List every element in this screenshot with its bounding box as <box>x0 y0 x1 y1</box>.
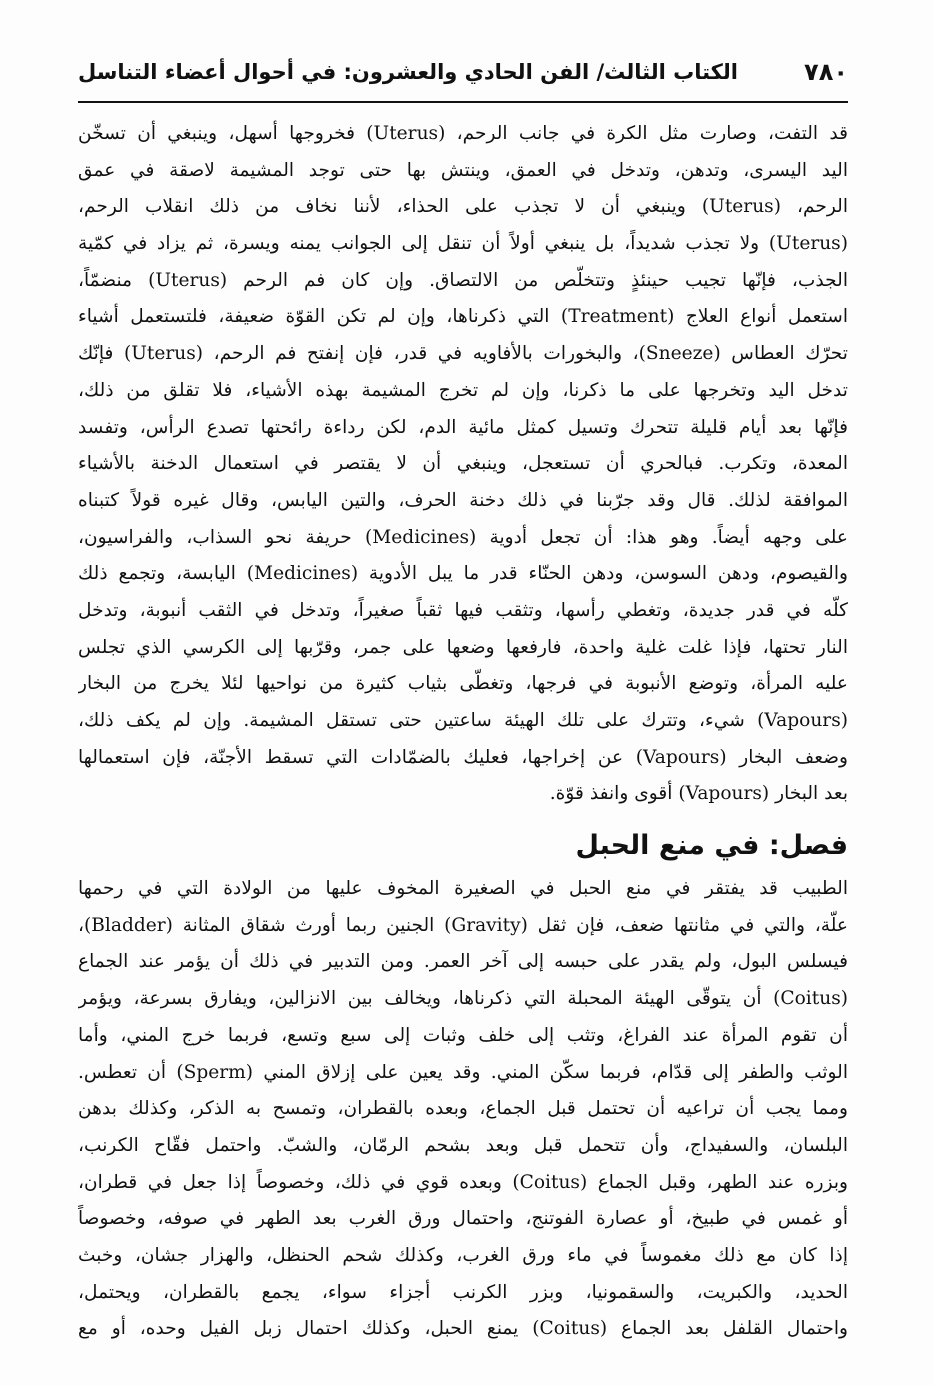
text-line: (Vapours) شيء، وتترك على تلك الهيئة ساعتين حتى تستقل المشيمة. وإن لم يكف ذلك، <box>78 710 848 731</box>
text-line: أن تقوم المرأة عند الفراغ، وتثب إلى خلف وثبات إلى سبع وتسع، فربما خرج المني، وأما <box>78 1024 848 1046</box>
text-line: فيسلس البول، ولم يقدر على حبسه إلى آخر العمر. ومن التدبير في ذلك أن يؤمر عند الجماع <box>78 951 848 973</box>
text-line: النار تحتها، فإذا غلت غلية واحدة، فارفعها وضعها على جمر، وقرّبها إلى الكرسي الذي تجلس <box>78 636 848 658</box>
header-divider <box>78 101 848 103</box>
text-line: ومما يجب أن تراعيه أن تحتمل قبل الجماع، وبعده بالقطران، وتمسح به الذكر، وكذلك بدهن <box>78 1098 848 1120</box>
text-line: الحديد، والكبريت، والسقمونيا، وبزر الكرنب أجزاء سواء، يجمع بالقطران، ويحتمل، <box>78 1281 848 1303</box>
text-line: فإنّها بعد أيام قليلة تتحرك وتسيل كمثل مائية الدم، لكن رداءة رائحتها تصدع الرأس، وتفسد <box>78 416 848 438</box>
text-line: إذا كان مع ذلك مغموساً في ماء ورق الغرب، وكذلك شحم الحنظل، والهزار جشان، وخبث <box>78 1244 848 1266</box>
text-line: كلّه في قدر جديدة، وتغطي رأسها، وتثقب فيها ثقباً صغيراً، وتدخل في الثقب أنبوبة، وتدخل <box>78 599 848 621</box>
text-line: اليد اليسرى، وتدهن، وتدخل في العمق، وينتش بها حتى توجد المشيمة لاصقة في عمق <box>78 159 848 181</box>
text-line: الرحم، (Uterus) وينبغي أن لا تجذب على الحذاء، لأننا نخاف من ذلك انقلاب الرحم، <box>78 196 848 218</box>
text-line: على وجهه أيضاً. وهو هذا: أن تجعل أدوية (Medicines) حريفة نحو السذاب، والفراسيون، <box>78 526 848 548</box>
section-heading: فصل: في منع الحبل <box>575 830 848 862</box>
text-line: بعد البخار (Vapours) أقوى وانفذ قوّة. <box>549 783 848 805</box>
text-line: والقيصوم، ودهن السوسن، ودهن الحنّاء قدر ما يبل الأدوية (Medicines) اليابسة، وتجمع ذلك <box>78 563 848 585</box>
text-line: واحتمال القلفل بعد الجماع (Coitus) يمنع الحبل، وكذلك احتمال زبل الفيل وحده، أو مع <box>78 1318 848 1340</box>
text-line: استعمل أنواع العلاج (Treatment) التي ذكرناها، وإن لم تكن القوّة ضعيفة، فلتستعمل أشياء <box>78 306 848 328</box>
text-line: (Coitus) أن يتوقّى الهيئة المحبلة التي ذكرناها، ويخالف بين الانزالين، ويفارق بسرعة، ويؤمر <box>78 988 848 1010</box>
text-line: الجذب، فإنّها تجيب حينئذٍ وتتخلّص من الالتصاق. وإن كان فم الرحم (Uterus) منضمّاً، <box>78 269 848 291</box>
text-line: وضعف البخار (Vapours) عن إخراجها، فعليك بالضمّادات التي تسقط الأجنّة، فإن استعمالها <box>78 746 848 768</box>
body-text <box>78 116 848 1348</box>
paragraph-contraception <box>78 871 848 1348</box>
text-line: قد التفت، وصارت مثل الكرة في جانب الرحم، (Uterus) فخروجها أسهل، وينبغي أن تسخّن <box>78 123 848 144</box>
page-header <box>78 52 848 96</box>
paragraph-placenta-removal <box>78 116 848 813</box>
running-head: الكتاب الثالث/ الفن الحادي والعشرون: في أحوال أعضاء التناسل <box>78 60 738 84</box>
text-line: وبزره عند الطهر، وقبل الجماع (Coitus) وبعده قوي في ذلك، وخصوصاً إذا جعل في قطران، <box>78 1171 848 1193</box>
text-line: الموافقة لذلك. قال وقد جرّبنا في ذلك دخنة الحرف، والتين اليابس، وقال غيره قولاً كتبناه <box>78 489 848 511</box>
text-line: (Uterus) ولا تجذب شديداً، بل ينبغي أولاً أن تنقل إلى الجوانب يمنه ويسرة، ثم يزاد في كمّية <box>78 233 848 255</box>
text-line: البلسان، والسفيداج، وأن تتحمل قبل وبعد بشحم الرمّان، والشبّ. واحتمل فقّاح الكرنب، <box>78 1134 848 1156</box>
text-line: المعدة، وتكرب. فبالحري أن تستعجل، وينبغي أن لا يقتصر في استعمال الدخنة بالأشياء <box>78 453 848 475</box>
text-line: عليه المرأة، وتوضع الأنبوبة في فرجها، وتغطّى بثياب كثيرة من نواحيها لئلا يخرج من البخار <box>78 673 848 695</box>
page-number: ٧٨٠ <box>804 58 848 86</box>
text-line: تدخل اليد وتخرجها على ما ذكرنا، وإن لم تخرج المشيمة بهذه الأشياء، فلا تقلق من ذلك، <box>78 379 848 401</box>
text-line: علّة، والتي في مثانتها ضعف، فإن ثقل (Gravity) الجنين ربما أورث شقاق المثانة (Bladder)، <box>78 914 848 936</box>
text-line: أو غمس في طبيخ، أو عصارة الفوتنج، واحتمال ورق الغرب بعد الطهر في صوفه، وخصوصاً <box>78 1208 848 1230</box>
text-line: الطبيب قد يفتقر في منع الحبل في الصغيرة المخوف عليها من الولادة التي في رحمها <box>78 878 848 900</box>
text-line: تحرّك العطاس (Sneeze)، والبخورات بالأفاويه في قدر، فإن إنفتح فم الرحم، (Uterus) فإنّك <box>78 343 848 365</box>
text-line: الوثب والطفر إلى قدّام، فربما سكّن المني. وقد يعين على إزلاق المني (Sperm) أن تعطس. <box>78 1061 848 1083</box>
